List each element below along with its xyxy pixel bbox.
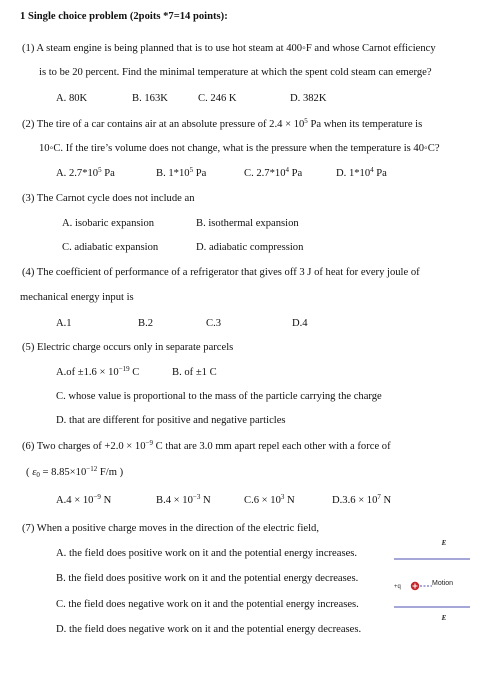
q7-line1: (7) When a positive charge moves in the direction of the electric field, [22,523,320,534]
q7-option-d[interactable]: D. the field does negative work on it and the potential energy decreases. [56,624,362,635]
q7-option-a[interactable]: A. the field does positive work on it and the potential energy increases. [56,548,358,559]
q4-line1: (4) The coefficient of performance of a refrigerator that gives off 3 J of heat for every joule of [22,267,420,278]
q1-option-b[interactable]: B. 163K [132,93,168,104]
q5-option-d[interactable]: D. that are different for positive and negative particles [56,415,286,426]
q5-line1: (5) Electric charge occurs only in separate parcels [22,342,234,353]
q1-option-c[interactable]: C. 246 K [198,93,237,104]
q3-option-c[interactable]: C. adiabatic expansion [62,242,159,253]
q2-line1: (2) The tire of a car contains air at an absolute pressure of $2.4 \times 10^5$ Pa when its temperature is [22,117,423,130]
q4-option-c[interactable]: C.3 [206,318,222,329]
q3-option-b[interactable]: B. isothermal expansion [196,218,299,229]
q6-option-c[interactable]: $C.6 \times 10^3$ N [244,493,295,506]
q1-line1: (1) A steam engine is being planned that is to use hot steam at 400◦F and whose Carnot efficiency [22,43,436,54]
q5-option-c[interactable]: C. whose value is proportional to the mass of the particle carrying the charge [56,391,382,402]
q7-option-b[interactable]: B. the field does positive work on it and the potential energy decreases. [56,573,359,584]
motion-label: Motion [432,580,454,587]
q4-line2: mechanical energy input is [20,292,134,303]
q1-option-d[interactable]: D. 382K [290,93,327,104]
q2-option-b[interactable]: B. $1*10^5$ Pa [156,166,207,179]
field-label-top: E [441,539,447,547]
q6-constant: ( $\varepsilon_0 = 8.85\times 10^{-12}$ F/m ) [26,465,124,479]
q3-option-a[interactable]: A. isobaric expansion [62,218,155,229]
q3-line1: (3) The Carnot cycle does not include an [22,193,195,204]
q5-option-b[interactable]: B. of ±1 C [172,367,217,378]
q2-option-a[interactable]: A. $2.7*10^5$ Pa [56,166,115,179]
q6-line1: (6) Two charges of $+2.0 \times 10^{-9}$ C that are 3.0 mm apart repel each other with a force of [22,439,391,452]
q4-option-d[interactable]: D.4 [292,318,308,329]
section-title: 1 Single choice problem (2poits *7=14 points): [20,11,228,22]
electric-field-figure [392,538,472,624]
q6-option-d[interactable]: $D.3.6 \times 10^7$ N [332,493,392,506]
q6-option-b[interactable]: $B.4 \times 10^{-3}$ N [156,493,211,506]
field-label-bottom: E [441,614,447,622]
q2-line2: 10◦C. If the tire’s volume does not change, what is the pressure when the temperature is 40◦C? [39,143,440,154]
q7-option-c[interactable]: C. the field does negative work on it and the potential energy increases. [56,599,359,610]
charge-label: +q [394,584,401,590]
q4-option-b[interactable]: B.2 [138,318,154,329]
q6-option-a[interactable]: $A.4 \times 10^{-9}$ N [56,493,112,506]
q3-option-d[interactable]: D. adiabatic compression [196,242,304,253]
q2-option-d[interactable]: D. $1*10^4$ Pa [336,166,387,179]
q4-option-a[interactable]: A.1 [56,318,72,329]
q5-option-a[interactable]: $A.of \pm 1.6 \times 10^{-19}$ C [56,365,140,378]
q1-option-a[interactable]: A. 80K [56,93,88,104]
q1-line2: is to be 20 percent. Find the minimal temperature at which the spent cold steam can emerge? [39,67,432,78]
q2-option-c[interactable]: C. $2.7*10^4$ Pa [244,166,303,179]
